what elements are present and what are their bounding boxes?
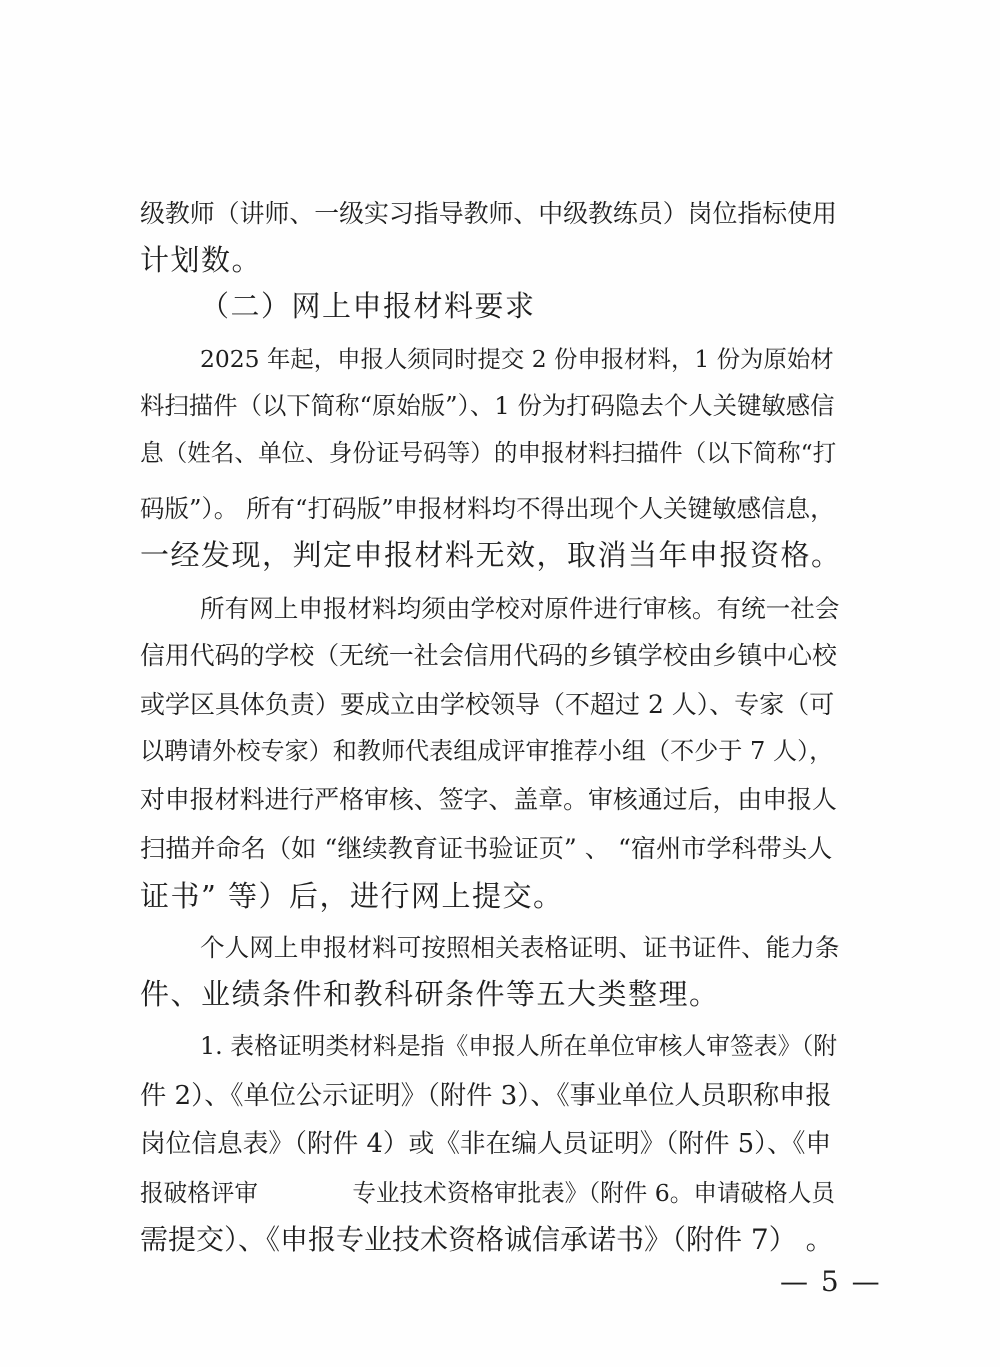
paragraph-line: 2025 年起，申报人须同时提交 2 份申报材料，1 份为原始材 [200,345,834,373]
paragraph-line: 需提交）、《申报专业技术资格诚信承诺书》（附件 7） 。 [140,1223,834,1256]
paragraph-line: 报破格评审 专业技术资格审批表》（附件 6。申请破格人员 [140,1179,835,1207]
paragraph-line: 或学区具体负责）要成立由学校领导（不超过 2 人）、专家（可 [140,690,835,719]
paragraph-line: 信用代码的学校（无统一社会信用代码的乡镇学校由乡镇中心校 [140,641,837,670]
paragraph-line: 码版”）。 所有“打码版”申报材料均不得出现个人关键敏感信息， [140,494,835,523]
paragraph-line: 计划数。 [140,243,263,277]
paragraph-line: 一经发现，判定申报材料无效，取消当年申报资格。 [140,538,842,572]
paragraph-line: 料扫描件（以下简称“原始版”）、1 份为打码隐去个人关键敏感信 [140,391,835,420]
paragraph-line: 个人网上申报材料可按照相关表格证明、证书证件、能力条 [200,933,840,962]
paragraph-line: 1. 表格证明类材料是指《申报人所在单位审核人审签表》（附 [200,1032,838,1060]
paragraph-line: 级教师（讲师、一级实习指导教师、中级教练员）岗位指标使用 [140,199,837,228]
paragraph-line: 以聘请外校专家）和教师代表组成评审推荐小组（不少于 7 人）， [140,737,834,765]
paragraph-line: 件、业绩条件和教科研条件等五大类整理。 [140,977,720,1011]
page-number: — 5 — [780,1265,882,1298]
section-heading: （二）网上申报材料要求 [200,289,536,323]
paragraph-line: 件 2）、《单位公示证明》（附件 3）、《事业单位人员职称申报 [140,1081,832,1111]
paragraph-line: 岗位信息表》（附件 4）或《非在编人员证明》（附件 5）、《申 [140,1129,832,1159]
paragraph-line: 所有网上申报材料均须由学校对原件进行审核。有统一社会 [200,594,840,623]
paragraph-line: 扫描并命名（如 “继续教育证书验证页” 、 “宿州市学科带头人 [140,834,833,863]
paragraph-line: 息（姓名、单位、身份证号码等）的申报材料扫描件（以下简称“打 [140,439,837,467]
paragraph-line: 证书” 等）后，进行网上提交。 [140,879,564,913]
paragraph-line: 对申报材料进行严格审核、签字、盖章。审核通过后，由申报人 [140,785,837,814]
